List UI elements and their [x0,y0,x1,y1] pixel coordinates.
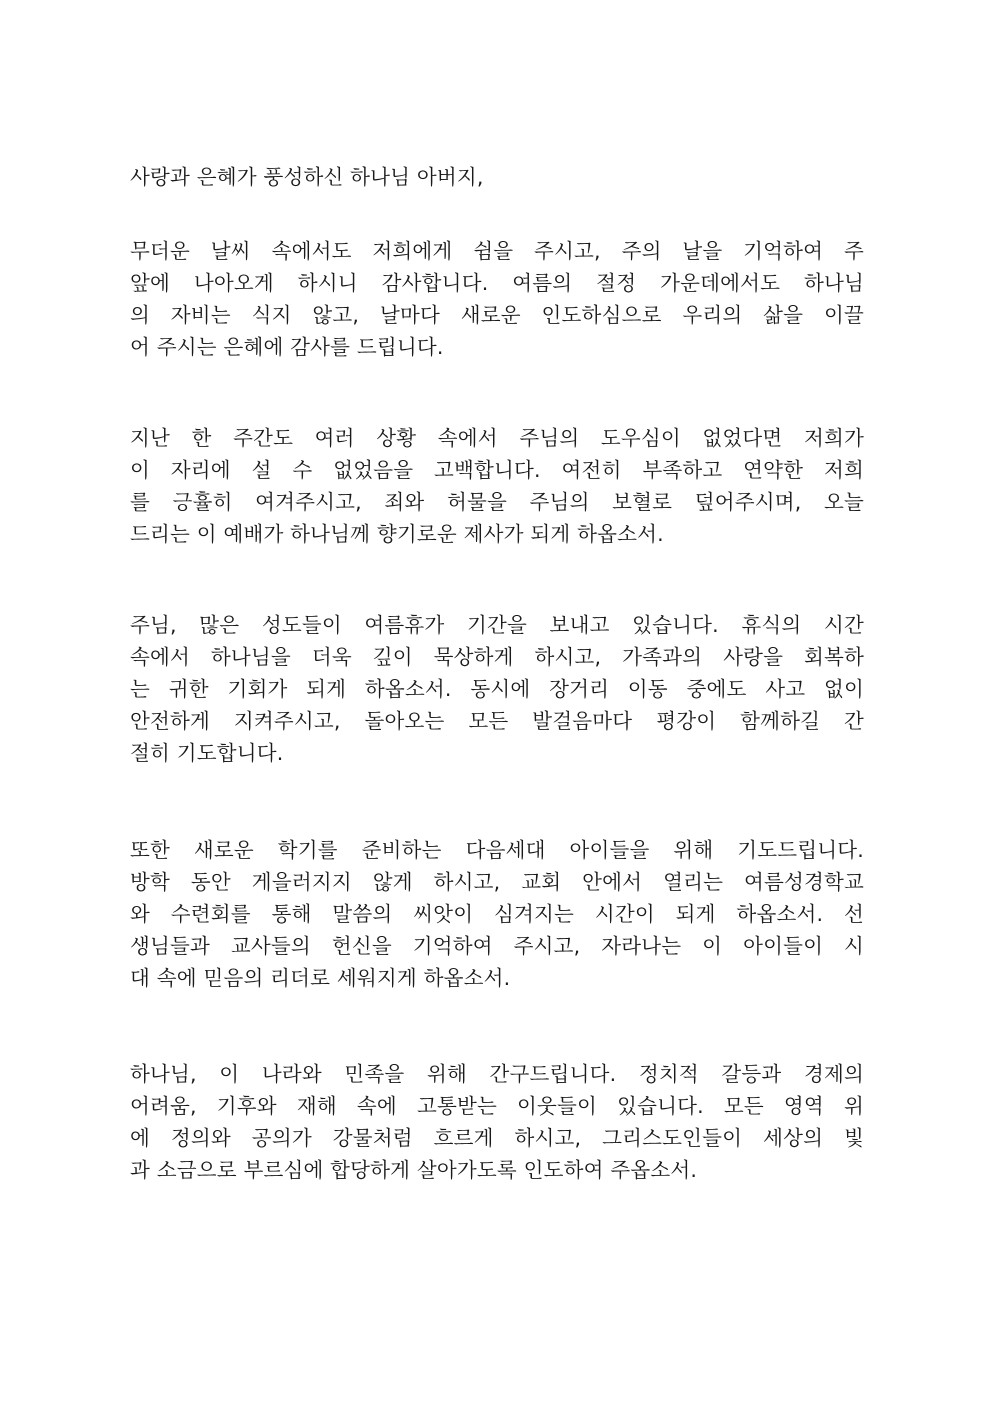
paragraph-line: 를 긍휼히 여겨주시고, 죄와 허물을 주님의 보혈로 덮어주시며, 오늘 [130,490,864,514]
paragraph-line: 대 속에 믿음의 리더로 세워지게 하옵소서. [130,966,511,990]
paragraph-line: 앞에 나아오게 하시니 감사합니다. 여름의 절정 가운데에서도 하나님 [130,271,864,295]
paragraph-line: 어 주시는 은혜에 감사를 드립니다. [130,335,444,359]
paragraph-line: 또한 새로운 학기를 준비하는 다음세대 아이들을 위해 기도드립니다. [130,838,864,862]
paragraph-5 [130,1058,864,1186]
paragraph-line: 의 자비는 식지 않고, 날마다 새로운 인도하심으로 우리의 삶을 이끌 [130,303,864,327]
paragraph-line: 방학 동안 게을러지지 않게 하시고, 교회 안에서 열리는 여름성경학교 [130,870,864,894]
paragraph-line: 지난 한 주간도 여러 상황 속에서 주님의 도우심이 없었다면 저희가 [130,426,864,450]
paragraph-line: 무더운 날씨 속에서도 저희에게 쉼을 주시고, 주의 날을 기억하여 주 [130,239,864,263]
paragraph-line: 드리는 이 예배가 하나님께 향기로운 제사가 되게 하옵소서. [130,522,664,546]
paragraph-line: 는 귀한 기회가 되게 하옵소서. 동시에 장거리 이동 중에도 사고 없이 [130,677,864,701]
paragraph-line: 생님들과 교사들의 헌신을 기억하여 주시고, 자라나는 이 아이들이 시 [130,934,864,958]
paragraph-line: 에 정의와 공의가 강물처럼 흐르게 하시고, 그리스도인들이 세상의 빛 [130,1126,864,1150]
paragraph-line: 이 자리에 설 수 없었음을 고백합니다. 여전히 부족하고 연약한 저희 [130,458,864,482]
paragraph-3 [130,609,864,769]
salutation-line: 사랑과 은혜가 풍성하신 하나님 아버지, [130,165,484,189]
paragraph-line: 하나님, 이 나라와 민족을 위해 간구드립니다. 정치적 갈등과 경제의 [130,1062,864,1086]
paragraph-line: 안전하게 지켜주시고, 돌아오는 모든 발걸음마다 평강이 함께하길 간 [130,709,864,733]
paragraph-2 [130,422,864,550]
paragraph-line: 와 수련회를 통해 말씀의 씨앗이 심겨지는 시간이 되게 하옵소서. 선 [130,902,864,926]
paragraph-line: 속에서 하나님을 더욱 깊이 묵상하게 하시고, 가족과의 사랑을 회복하 [130,645,864,669]
paragraph-line: 어려움, 기후와 재해 속에 고통받는 이웃들이 있습니다. 모든 영역 위 [130,1094,864,1118]
paragraph-4 [130,834,864,994]
paragraph-1 [130,235,864,363]
salutation [130,161,864,193]
paragraph-line: 주님, 많은 성도들이 여름휴가 기간을 보내고 있습니다. 휴식의 시간 [130,613,864,637]
paragraph-line: 절히 기도합니다. [130,741,284,765]
paragraph-line: 과 소금으로 부르심에 합당하게 살아가도록 인도하여 주옵소서. [130,1158,698,1182]
